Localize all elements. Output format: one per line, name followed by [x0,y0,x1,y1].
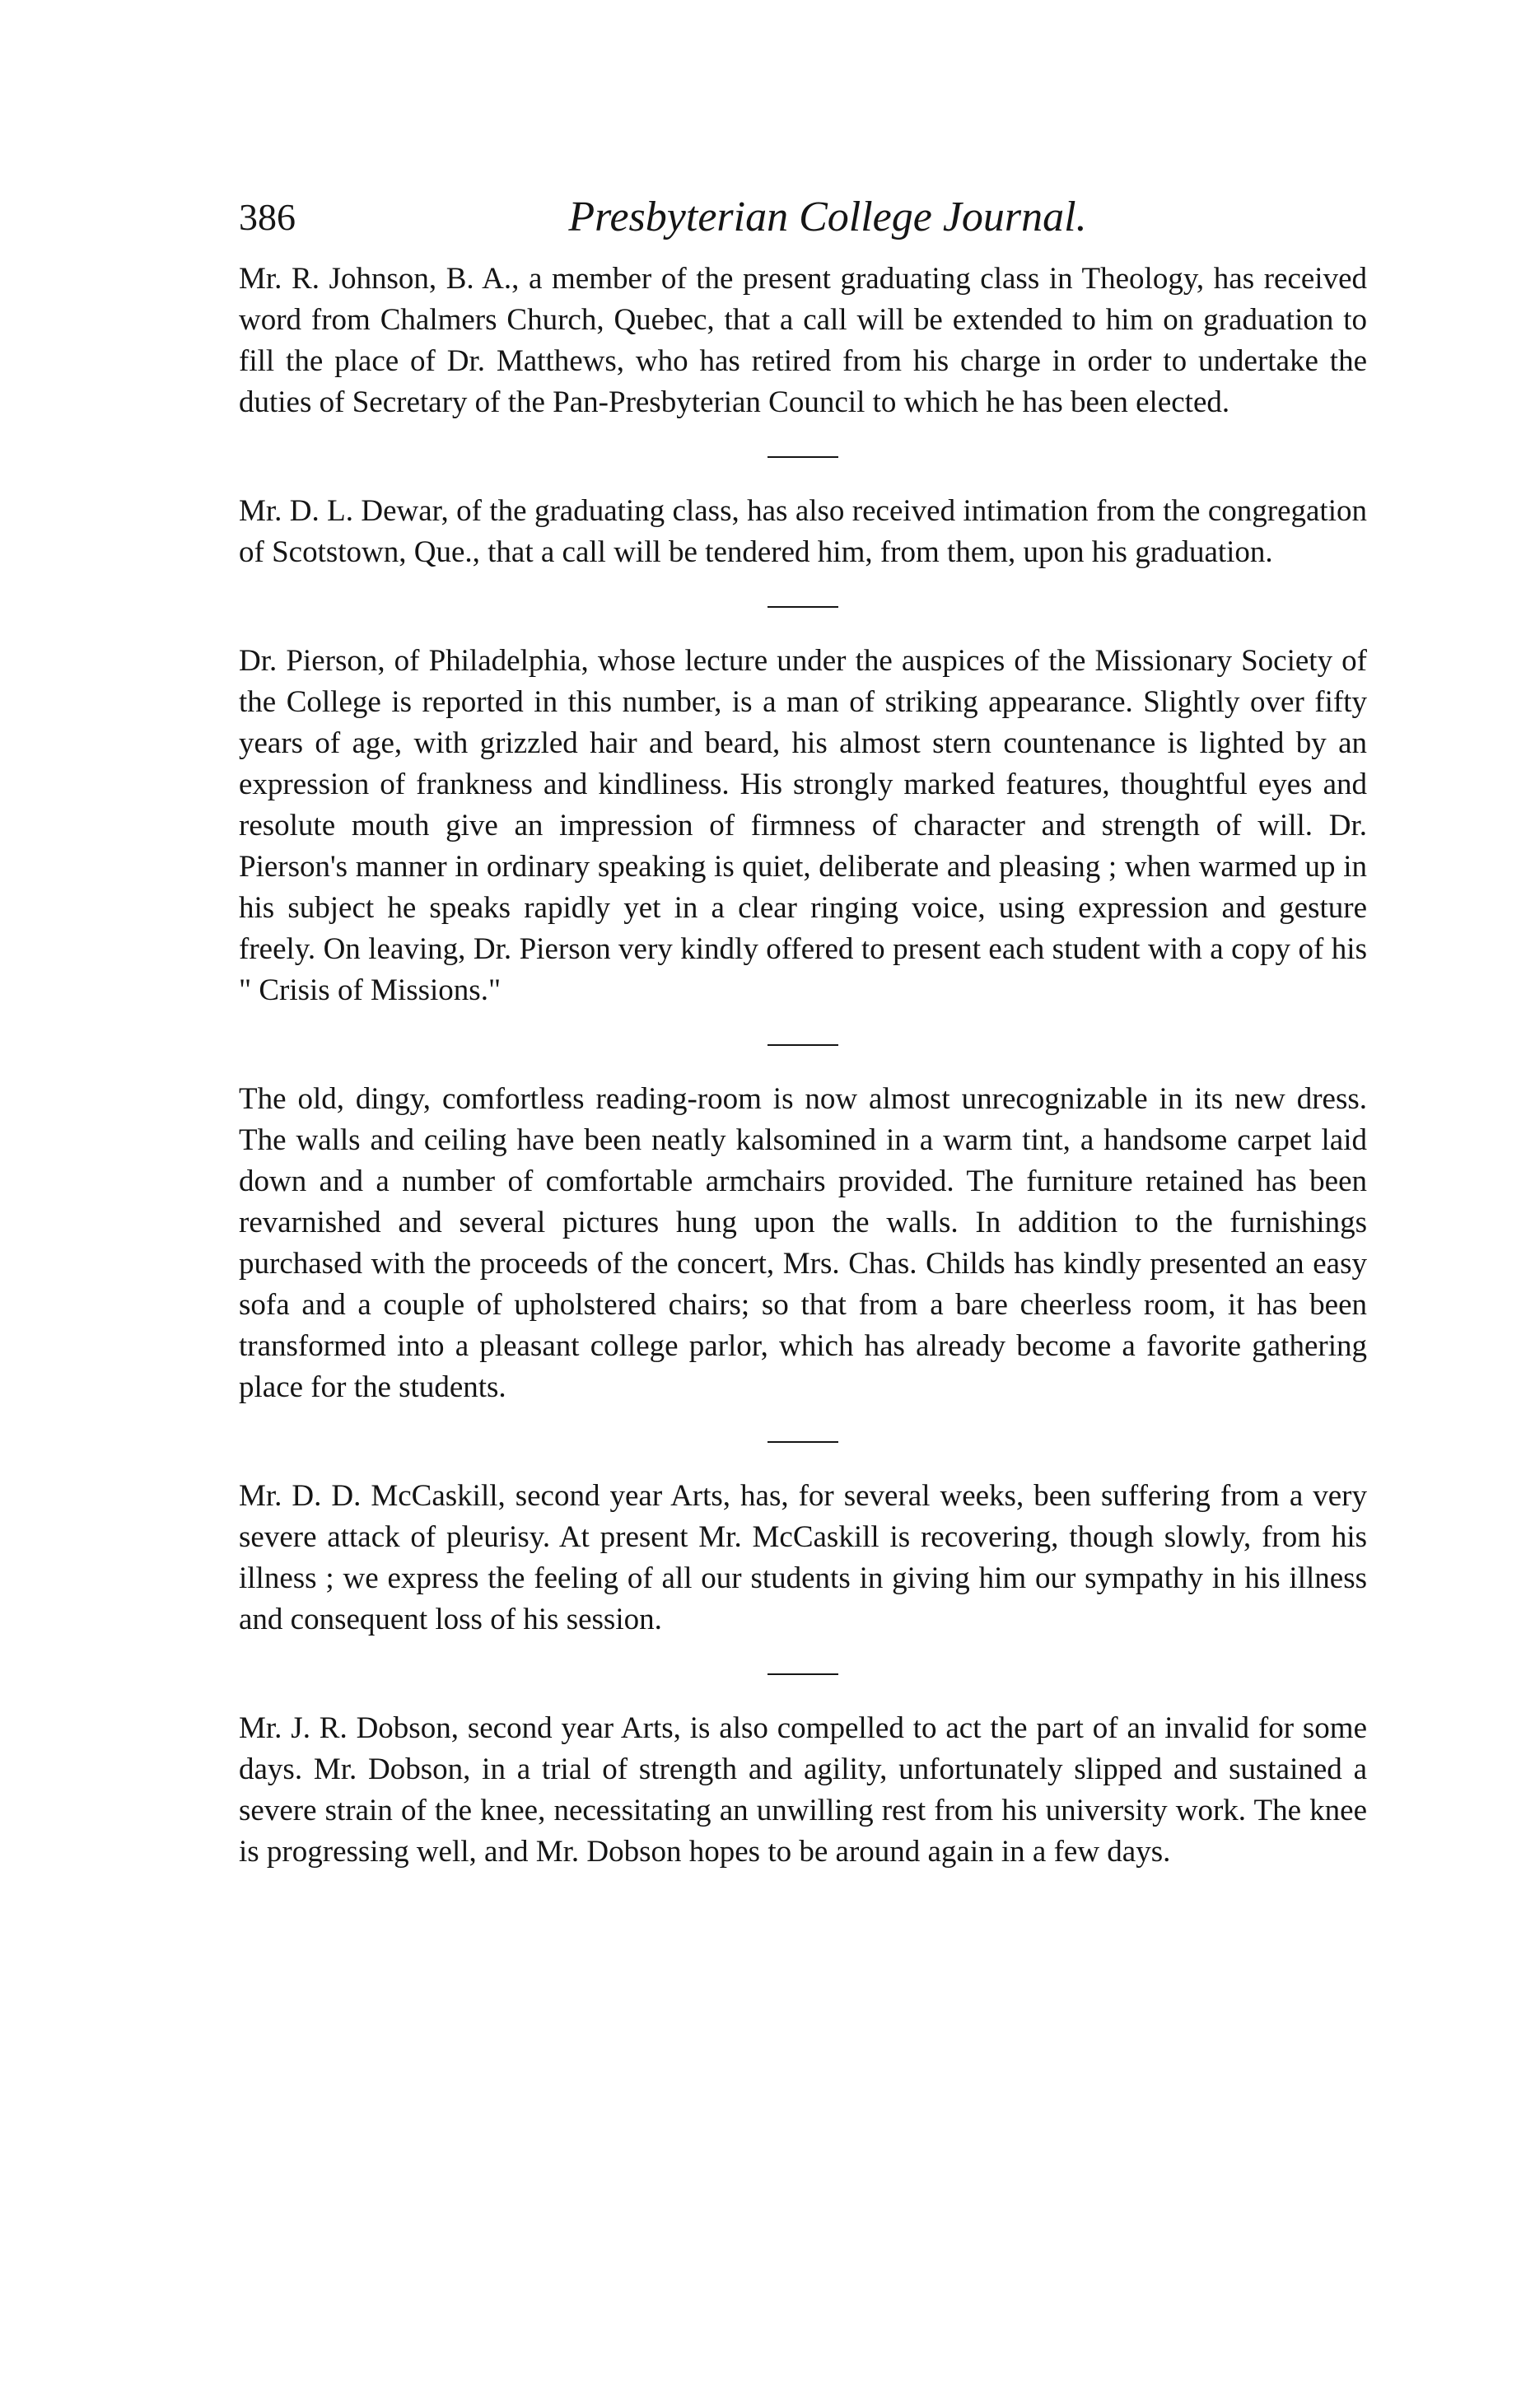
news-item-reading-room: The old, dingy, comfortless reading-room is now almost unrecognizable in its new dress. The walls and ceiling have been neatly kalsomined in a warm tint, a handsome carpet laid down and a number of comfortable armchairs provided. The furniture retained has been revarnished and several pictures hung upon the walls. In addition to the furnishings purchased with the proceeds of the concert, Mrs. Chas. Childs has kindly presented an easy sofa and a couple of upholstered chairs; so that from a bare cheerless room, it has been transformed into a pleasant college parlor, which has already become a favorite gathering place for the students. [239,1082,1367,1404]
section-divider [768,456,838,458]
news-item-dobson: Mr. J. R. Dobson, second year Arts, is also compelled to act the part of an invalid for some days. Mr. Dobson, in a trial of strength and agility, unfortunately slipped and sustained a severe strain of the knee, necessitating an unwilling rest from his university work. The knee is progressing well, and Mr. Dobson hopes to be around again in a few days. [239,1711,1367,1869]
section-divider [768,1673,838,1675]
running-title: Presbyterian College Journal. [568,194,1087,240]
page-number: 386 [239,196,296,238]
page-header [239,191,1367,257]
news-item-dewar: Mr. D. L. Dewar, of the graduating class, has also received intimation from the congregation of Scotstown, Que., that a call will be tendered him, from them, upon his graduation. [239,494,1367,569]
news-item-johnson: Mr. R. Johnson, B. A., a member of the present graduating class in Theology, has received word from Chalmers Church, Quebec, that a call will be extended to him on graduation to fill the place of Dr. Matthews, who has retired from his charge in order to undertake the duties of Secretary of the Pan-Presbyterian Council to which he has been elected. [239,262,1367,419]
news-item-mccaskill: Mr. D. D. McCaskill, second year Arts, has, for several weeks, been suffering from a very severe attack of pleurisy. At present Mr. McCaskill is recovering, though slowly, from his illness ; we express the feeling of all our students in giving him our sympathy in his illness and consequent loss of his session. [239,1479,1367,1636]
journal-page [239,191,1367,1873]
section-divider [768,1044,838,1046]
section-divider [768,1441,838,1443]
news-item-pierson: Dr. Pierson, of Philadelphia, whose lecture under the auspices of the Missionary Society of the College is reported in this number, is a man of striking appearance. Slightly over fifty years of age, with grizzled hair and beard, his almost stern countenance is lighted by an expression of frankness and kindliness. His strongly marked features, thoughtful eyes and resolute mouth give an impression of firmness of character and strength of will. Dr. Pierson's manner in ordinary speaking is quiet, deliberate and pleasing ; when warmed up in his subject he speaks rapidly yet in a clear ringing voice, using expression and gesture freely. On leaving, Dr. Pierson very kindly offered to present each student with a copy of his " Crisis of Missions." [239,644,1367,1007]
section-divider [768,606,838,608]
